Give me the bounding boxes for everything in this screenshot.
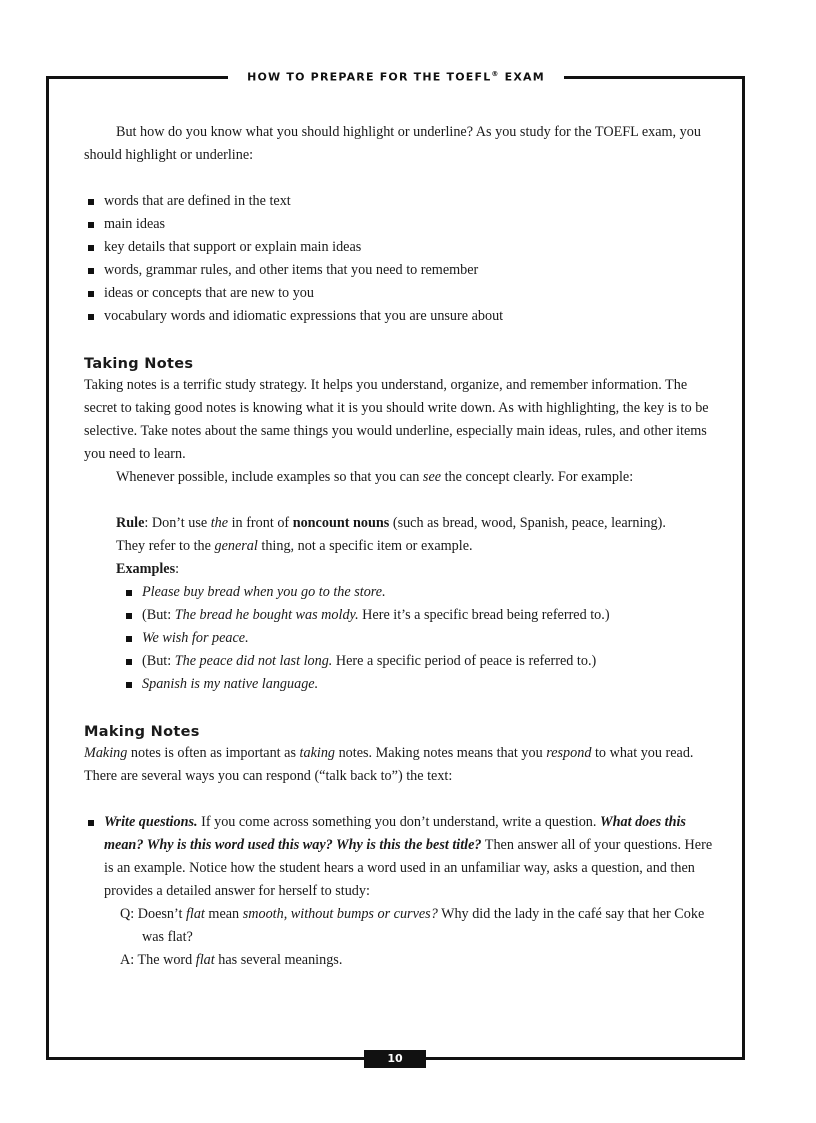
- highlight-list: [84, 190, 720, 328]
- frame-left: [46, 76, 49, 1060]
- list-item: words that are defined in the text: [84, 190, 720, 213]
- list-item: Please buy bread when you go to the store.: [122, 581, 720, 604]
- making-notes-heading: Making Notes: [84, 724, 200, 740]
- examples-label: Examples:: [116, 561, 180, 577]
- frame-right: [742, 76, 745, 1060]
- frame-top-left: [46, 76, 228, 79]
- list-item: We wish for peace.: [122, 627, 720, 650]
- answer-line: A: The word flat has several meanings.: [120, 952, 343, 968]
- list-item: key details that support or explain main ideas: [84, 236, 720, 259]
- rule-line: Rule: Don’t use the in front of noncount nouns (such as bread, wood, Spanish, peace, learning).: [116, 515, 666, 531]
- page-content: [84, 121, 720, 972]
- rule-line-2: They refer to the general thing, not a specific item or example.: [116, 538, 473, 554]
- examples-intro: Whenever possible, include examples so that you can see the concept clearly. For example:: [116, 469, 634, 485]
- qa-block: [84, 903, 720, 972]
- list-item: (But: The bread he bought was moldy. Here it’s a specific bread being referred to.): [122, 604, 720, 627]
- question-line: Q: Doesn’t flat mean smooth, without bumps or curves? Why did the lady in the café say that her Coke was flat?: [120, 906, 705, 945]
- making-notes-paragraph: Making notes is often as important as taking notes. Making notes means that you respond to what you read. There are several ways you can respond (“talk back to”) the text:: [84, 745, 694, 784]
- list-item: words, grammar rules, and other items that you need to remember: [84, 259, 720, 282]
- taking-notes-paragraph: Taking notes is a terrific study strategy. It helps you understand, organize, and remember information. The secret to taking good notes is knowing what it is you should write down. As with highlighting, the key is to be selective. Take notes about the same things you would underline, especially main ideas, rules, and other items you need to learn.: [84, 377, 709, 462]
- examples-list: [116, 581, 720, 696]
- intro-paragraph: But how do you know what you should highlight or underline? As you study for the TOEFL exam, you should highlight or underline:: [84, 124, 701, 163]
- page-number: 10: [364, 1050, 426, 1068]
- taking-notes-heading: Taking Notes: [84, 356, 194, 372]
- list-item: (But: The peace did not last long. Here a specific period of peace is referred to.): [122, 650, 720, 673]
- list-item: ideas or concepts that are new to you: [84, 282, 720, 305]
- list-item: vocabulary words and idiomatic expressions that you are unsure about: [84, 305, 720, 328]
- frame-top-right: [564, 76, 745, 79]
- making-notes-list: [84, 811, 720, 903]
- list-item: Spanish is my native language.: [122, 673, 720, 696]
- running-head: HOW TO PREPARE FOR THE TOEFL® EXAM: [247, 70, 545, 84]
- rule-block: [84, 512, 720, 696]
- list-item: main ideas: [84, 213, 720, 236]
- list-item: Write questions. If you come across something you don’t understand, write a question. What does this mean? Why is this word used this way? Why is this the best title? Then answer all of your questions. Here is an example. Notice how the student hears a word used in an unfamiliar way, asks a question, and then provides a detailed answer for herself to study:: [84, 811, 720, 903]
